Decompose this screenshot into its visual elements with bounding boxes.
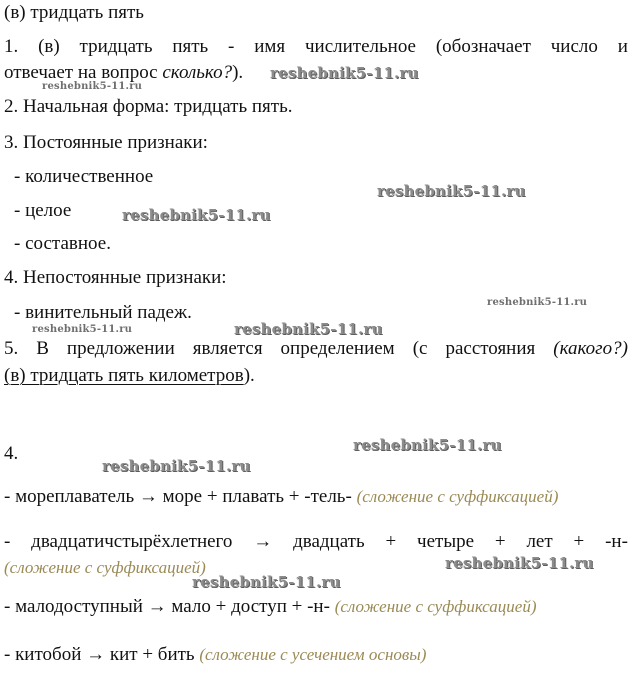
word: (какого?) — [553, 338, 628, 359]
word: пять — [172, 36, 209, 57]
word: тридцать — [79, 36, 153, 57]
word: лет — [526, 531, 553, 552]
word-item-note-line — [4, 557, 206, 579]
word: число — [550, 36, 598, 57]
watermark: reshebnik5-11.ru — [270, 64, 419, 82]
watermark: reshebnik5-11.ru — [122, 206, 271, 224]
word: 5. — [4, 338, 19, 359]
word: В — [36, 338, 49, 359]
word: (в) — [38, 36, 60, 57]
watermark: reshebnik5-11.ru — [377, 182, 526, 200]
p1-line1 — [4, 36, 628, 58]
heading: (в) тридцать пять — [4, 2, 144, 23]
word-item-note: (сложение с суффиксацией) — [334, 597, 537, 616]
p3-item: - целое — [14, 200, 72, 221]
watermark: reshebnik5-11.ru — [32, 324, 133, 335]
word: + — [573, 531, 585, 552]
watermark: reshebnik5-11.ru — [42, 81, 143, 92]
word: двадцать — [293, 531, 365, 552]
p4-title: 4. Непостоянные признаки: — [4, 267, 227, 288]
word: → — [253, 531, 273, 552]
word-item-text: - мореплаватель → море + плавать + -тель- — [4, 486, 352, 507]
word: числительное — [304, 36, 416, 57]
p5-line2 — [4, 365, 255, 387]
word: является — [192, 338, 263, 359]
word: расстояния — [445, 338, 536, 359]
word-item-text: - китобой → кит + бить — [4, 644, 195, 665]
word-item-text: - малодоступный → мало + доступ + -н- — [4, 596, 330, 617]
p3-item: - количественное — [14, 166, 154, 187]
p2: 2. Начальная форма: тридцать пять. — [4, 96, 293, 117]
word-item-note: (сложение с усечением основы) — [199, 645, 427, 664]
word: имя — [254, 36, 286, 57]
p5-line1 — [4, 338, 628, 360]
word-item — [4, 644, 426, 666]
p4-item: - винительный падеж. — [14, 302, 192, 323]
word-item — [4, 596, 536, 618]
task4-number: 4. — [4, 443, 19, 464]
p5-end: ). — [243, 365, 255, 386]
word: (обозначает — [435, 36, 531, 57]
word-item-note: (сложение с суффиксацией) — [356, 487, 559, 506]
p5-underlined: (в) тридцать пять километров — [4, 365, 244, 386]
word: двадцатичстырёхлетнего — [31, 531, 233, 552]
p1-end: ). — [232, 62, 244, 83]
watermark: reshebnik5-11.ru — [487, 297, 588, 308]
word-item — [4, 531, 628, 553]
word: (с — [412, 338, 428, 359]
p1-text: отвечает на вопрос — [4, 62, 163, 83]
word: четыре — [417, 531, 475, 552]
watermark: reshebnik5-11.ru — [102, 457, 251, 475]
p1-question: сколько? — [162, 62, 233, 83]
word: 1. — [4, 36, 19, 57]
word: + — [494, 531, 506, 552]
word-item-note: (сложение с суффиксацией) — [4, 558, 206, 577]
watermark: reshebnik5-11.ru — [234, 320, 383, 338]
word: и — [617, 36, 628, 57]
p3-item: - составное. — [14, 233, 111, 254]
p3-title: 3. Постоянные признаки: — [4, 132, 208, 153]
word: определением — [280, 338, 395, 359]
word: -н- — [605, 531, 628, 552]
word-item — [4, 486, 558, 508]
watermark: reshebnik5-11.ru — [445, 554, 594, 572]
word: + — [385, 531, 397, 552]
watermark: reshebnik5-11.ru — [353, 436, 502, 454]
word: предложении — [66, 338, 175, 359]
watermark: reshebnik5-11.ru — [192, 573, 341, 591]
word: - — [4, 531, 11, 552]
word: - — [228, 36, 235, 57]
